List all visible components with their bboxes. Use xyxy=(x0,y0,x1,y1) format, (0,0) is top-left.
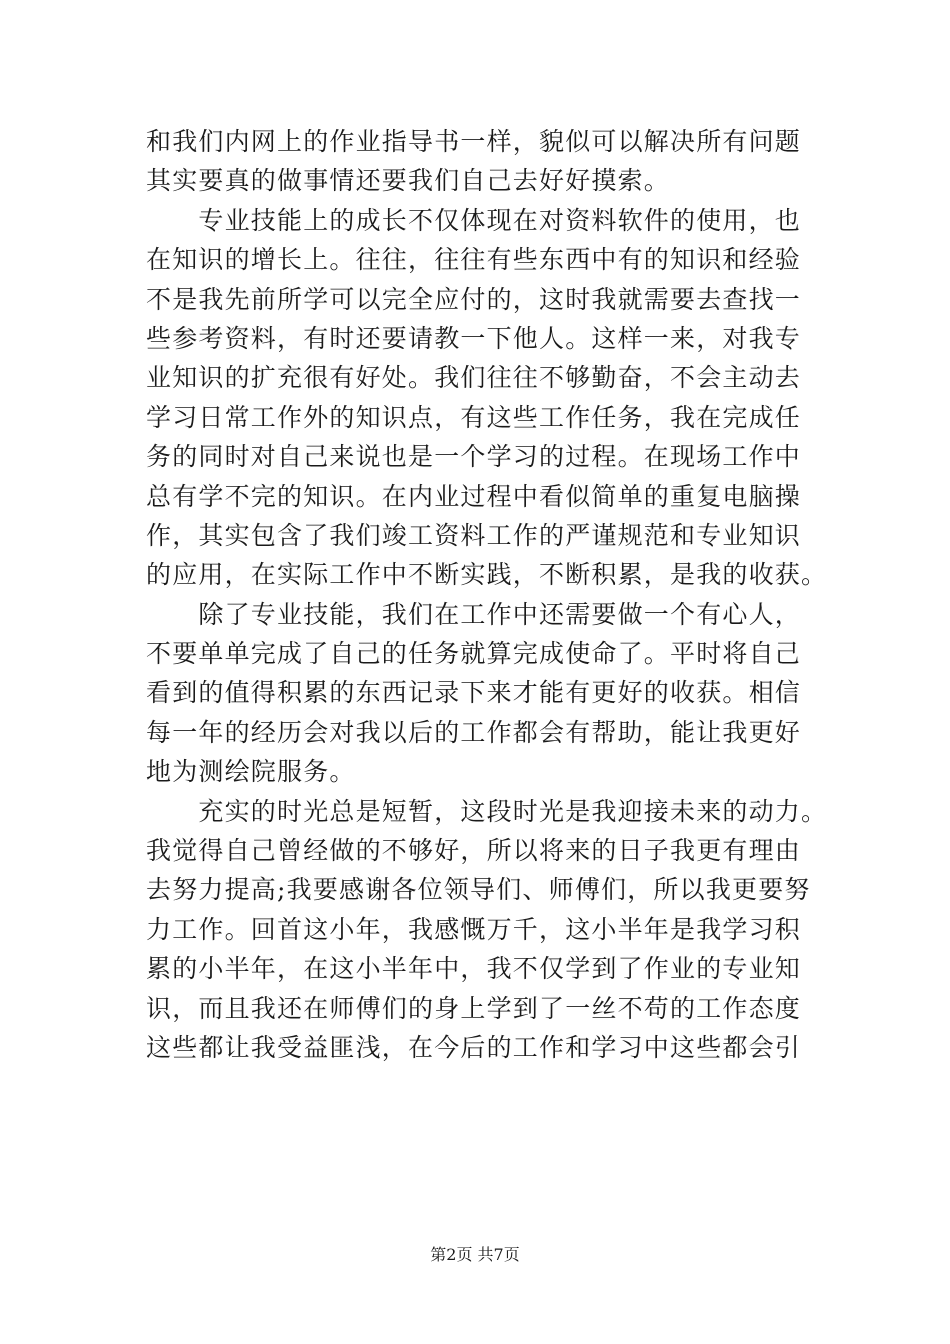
text-line: 看到的值得积累的东西记录下来才能有更好的收获。相信 xyxy=(146,678,802,708)
text-line: 总有学不完的知识。在内业过程中看似简单的重复电脑操 xyxy=(146,481,802,511)
text-line: 不要单单完成了自己的任务就算完成使命了。平时将自己 xyxy=(146,639,802,669)
body-text xyxy=(146,122,828,1067)
text-line: 这些都让我受益匪浅，在今后的工作和学习中这些都会引 xyxy=(146,1032,802,1062)
text-line: 除了专业技能，我们在工作中还需要做一个有心人， xyxy=(146,599,802,629)
text-line: 不是我先前所学可以完全应付的，这时我就需要去查找一 xyxy=(146,284,802,314)
text-line: 其实要真的做事情还要我们自己去好好摸索。 xyxy=(146,166,671,196)
text-line: 地为测绘院服务。 xyxy=(146,757,356,787)
text-line: 在知识的增长上。往往，往往有些东西中有的知识和经验 xyxy=(146,245,802,275)
text-line: 务的同时对自己来说也是一个学习的过程。在现场工作中 xyxy=(146,442,802,472)
text-line: 学习日常工作外的知识点，有这些工作任务，我在完成任 xyxy=(146,402,802,432)
text-line: 我觉得自己曾经做的不够好，所以将来的日子我更有理由 xyxy=(146,836,802,866)
text-line: 力工作。回首这小年，我感慨万千，这小半年是我学习积 xyxy=(146,914,802,944)
text-line: 的应用，在实际工作中不断实践，不断积累，是我的收获。 xyxy=(146,560,828,590)
text-line: 专业技能上的成长不仅体现在对资料软件的使用，也 xyxy=(146,205,802,235)
text-line: 每一年的经历会对我以后的工作都会有帮助，能让我更好 xyxy=(146,717,802,747)
text-line: 作，其实包含了我们竣工资料工作的严谨规范和专业知识 xyxy=(146,520,802,550)
text-line: 去努力提高;我要感谢各位领导们、师傅们，所以我更要努 xyxy=(146,875,811,905)
text-line: 业知识的扩充很有好处。我们往往不够勤奋，不会主动去 xyxy=(146,363,802,393)
text-line: 识，而且我还在师傅们的身上学到了一丝不苟的工作态度 xyxy=(146,993,802,1023)
text-line: 些参考资料，有时还要请教一下他人。这样一来，对我专 xyxy=(146,323,802,353)
text-line: 充实的时光总是短暂，这段时光是我迎接未来的动力。 xyxy=(146,796,828,826)
page-number-footer: 第2页 共7页 xyxy=(430,1245,520,1264)
text-line: 累的小半年，在这小半年中，我不仅学到了作业的专业知 xyxy=(146,954,802,984)
text-line: 和我们内网上的作业指导书一样，貌似可以解决所有问题 xyxy=(146,127,802,156)
